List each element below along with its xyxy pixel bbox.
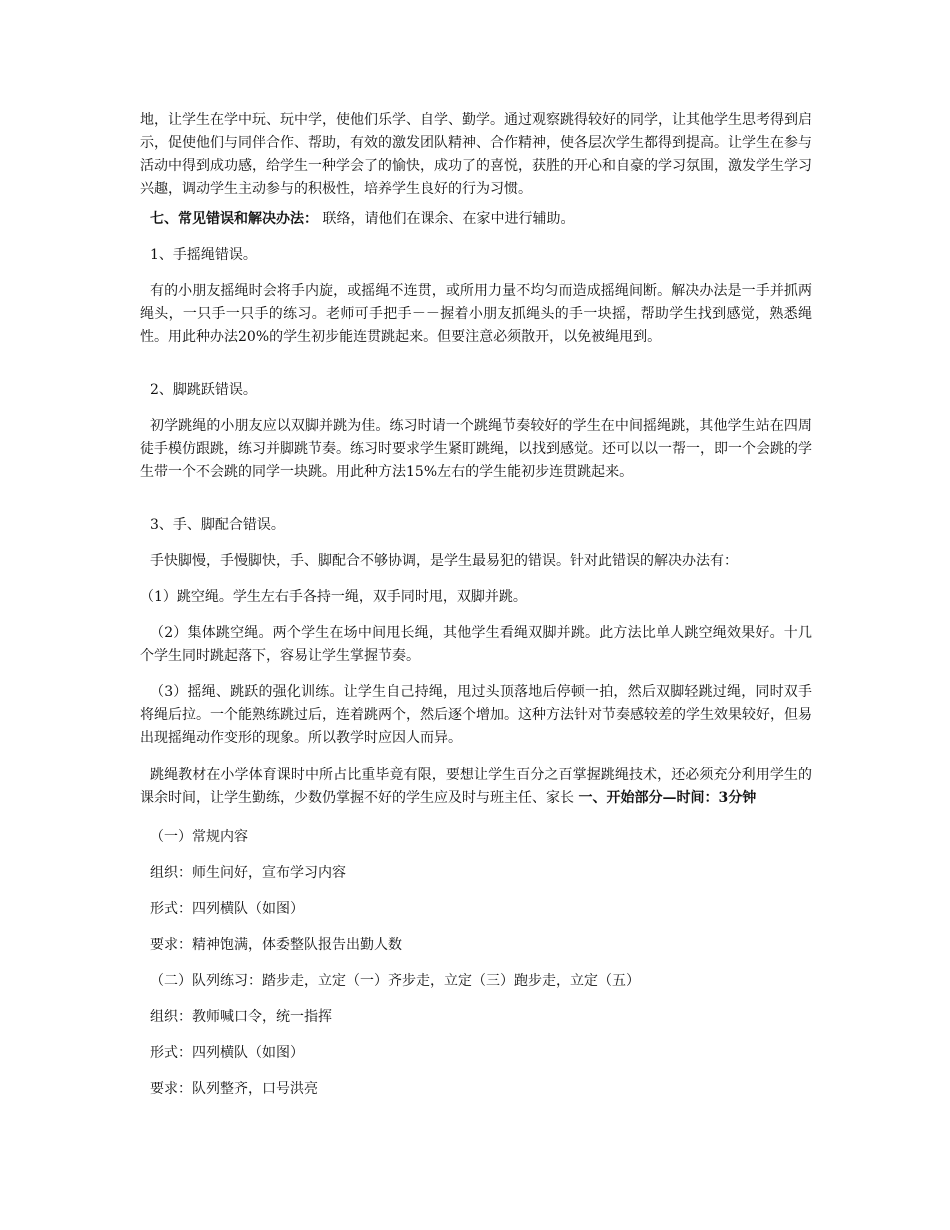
routine-heading: （一）常规内容: [150, 829, 248, 845]
routine-form: 形式：四列横队（如图）: [150, 901, 304, 917]
heading-text: 联络，请他们在课余、在家中进行辅助。: [318, 211, 575, 227]
method-1: （1）跳空绳。学生左右手各持一绳，双手同时甩，双脚并跳。: [140, 589, 527, 605]
paragraph-conclusion: [140, 764, 812, 810]
heading-bold: 七、常见错误和解决办法：: [150, 211, 318, 227]
drill-requirement: 要求：队列整齐，口号洪亮: [150, 1081, 318, 1097]
subheading-hand: 1、手摇绳错误。: [150, 247, 257, 263]
paragraph-coordination: 手快脚慢，手慢脚快，手、脚配合不够协调，是学生最易犯的错误。针对此错误的解决办法有：: [150, 553, 738, 569]
drill-heading: （二）队列练习：踏步走，立定（一）齐步走，立定（三）跑步走，立定（五）: [150, 973, 640, 989]
method-3: （3）摇绳、跳跃的强化训练。让学生自己持绳，甩过头顶落地后停顿一拍，然后双脚轻跳过绳，同时双手将绳后拉。一个能熟练跳过后，连着跳两个，然后逐个增加。这种方法针对节奏感较差的学生效果较好，但易出现摇绳动作变形的现象。所以教学时应因人而异。: [140, 684, 812, 746]
drill-organize: 组织：教师喊口令，统一指挥: [150, 1009, 332, 1025]
section-heading-errors: [140, 208, 812, 231]
paragraph-hand: 有的小朋友摇绳时会将手内旋，或摇绳不连贯，或所用力量不均匀而造成摇绳间断。解决办法是一手并抓两绳头，一只手一只手的练习。老师可手把手－－握着小朋友抓绳头的手一块摇，帮助学生找到感觉，熟悉绳性。用此种办法20%的学生初步能连贯跳起来。但要注意必须散开，以免被绳甩到。: [140, 283, 812, 345]
conclusion-bold: 一、开始部分—时间：3分钟: [578, 790, 757, 806]
paragraph-foot: 初学跳绳的小朋友应以双脚并跳为佳。练习时请一个跳绳节奏较好的学生在中间摇绳跳，其他学生站在四周徒手模仿跟跳，练习并脚跳节奏。练习时要求学生紧盯跳绳，以找到感觉。还可以以一帮一，即一个会跳的学生带一个不会跳的同学一块跳。用此种方法15%左右的学生能初步连贯跳起来。: [140, 418, 812, 480]
method-2: （2）集体跳空绳。两个学生在场中间甩长绳，其他学生看绳双脚并跳。此方法比单人跳空绳效果好。十几个学生同时跳起落下，容易让学生掌握节奏。: [140, 625, 812, 664]
paragraph-intro: 地，让学生在学中玩、玩中学，使他们乐学、自学、勤学。通过观察跳得较好的同学，让其他学生思考得到启示，促使他们与同伴合作、帮助，有效的激发团队精神、合作精神，使各层次学生都得到提高。让学生在参与活动中得到成功感，给学生一种学会了的愉快，成功了的喜悦，获胜的开心和自豪的学习氛围，激发学生学习兴趣，调动学生主动参与的积极性，培养学生良好的行为习惯。: [140, 112, 812, 197]
routine-organize: 组织：师生问好，宣布学习内容: [150, 865, 346, 881]
routine-requirement: 要求：精神饱满，体委整队报告出勤人数: [150, 937, 402, 953]
conclusion-text: 跳绳教材在小学体育课时中所占比重毕竟有限，要想让学生百分之百掌握跳绳技术，还必须充分利用学生的课余时间，让学生勤练，少数仍掌握不好的学生应及时与班主任、家长: [140, 767, 812, 806]
subheading-foot: 2、脚跳跃错误。: [150, 382, 257, 398]
drill-form: 形式：四列横队（如图）: [150, 1045, 304, 1061]
subheading-coordination: 3、手、脚配合错误。: [150, 517, 285, 533]
